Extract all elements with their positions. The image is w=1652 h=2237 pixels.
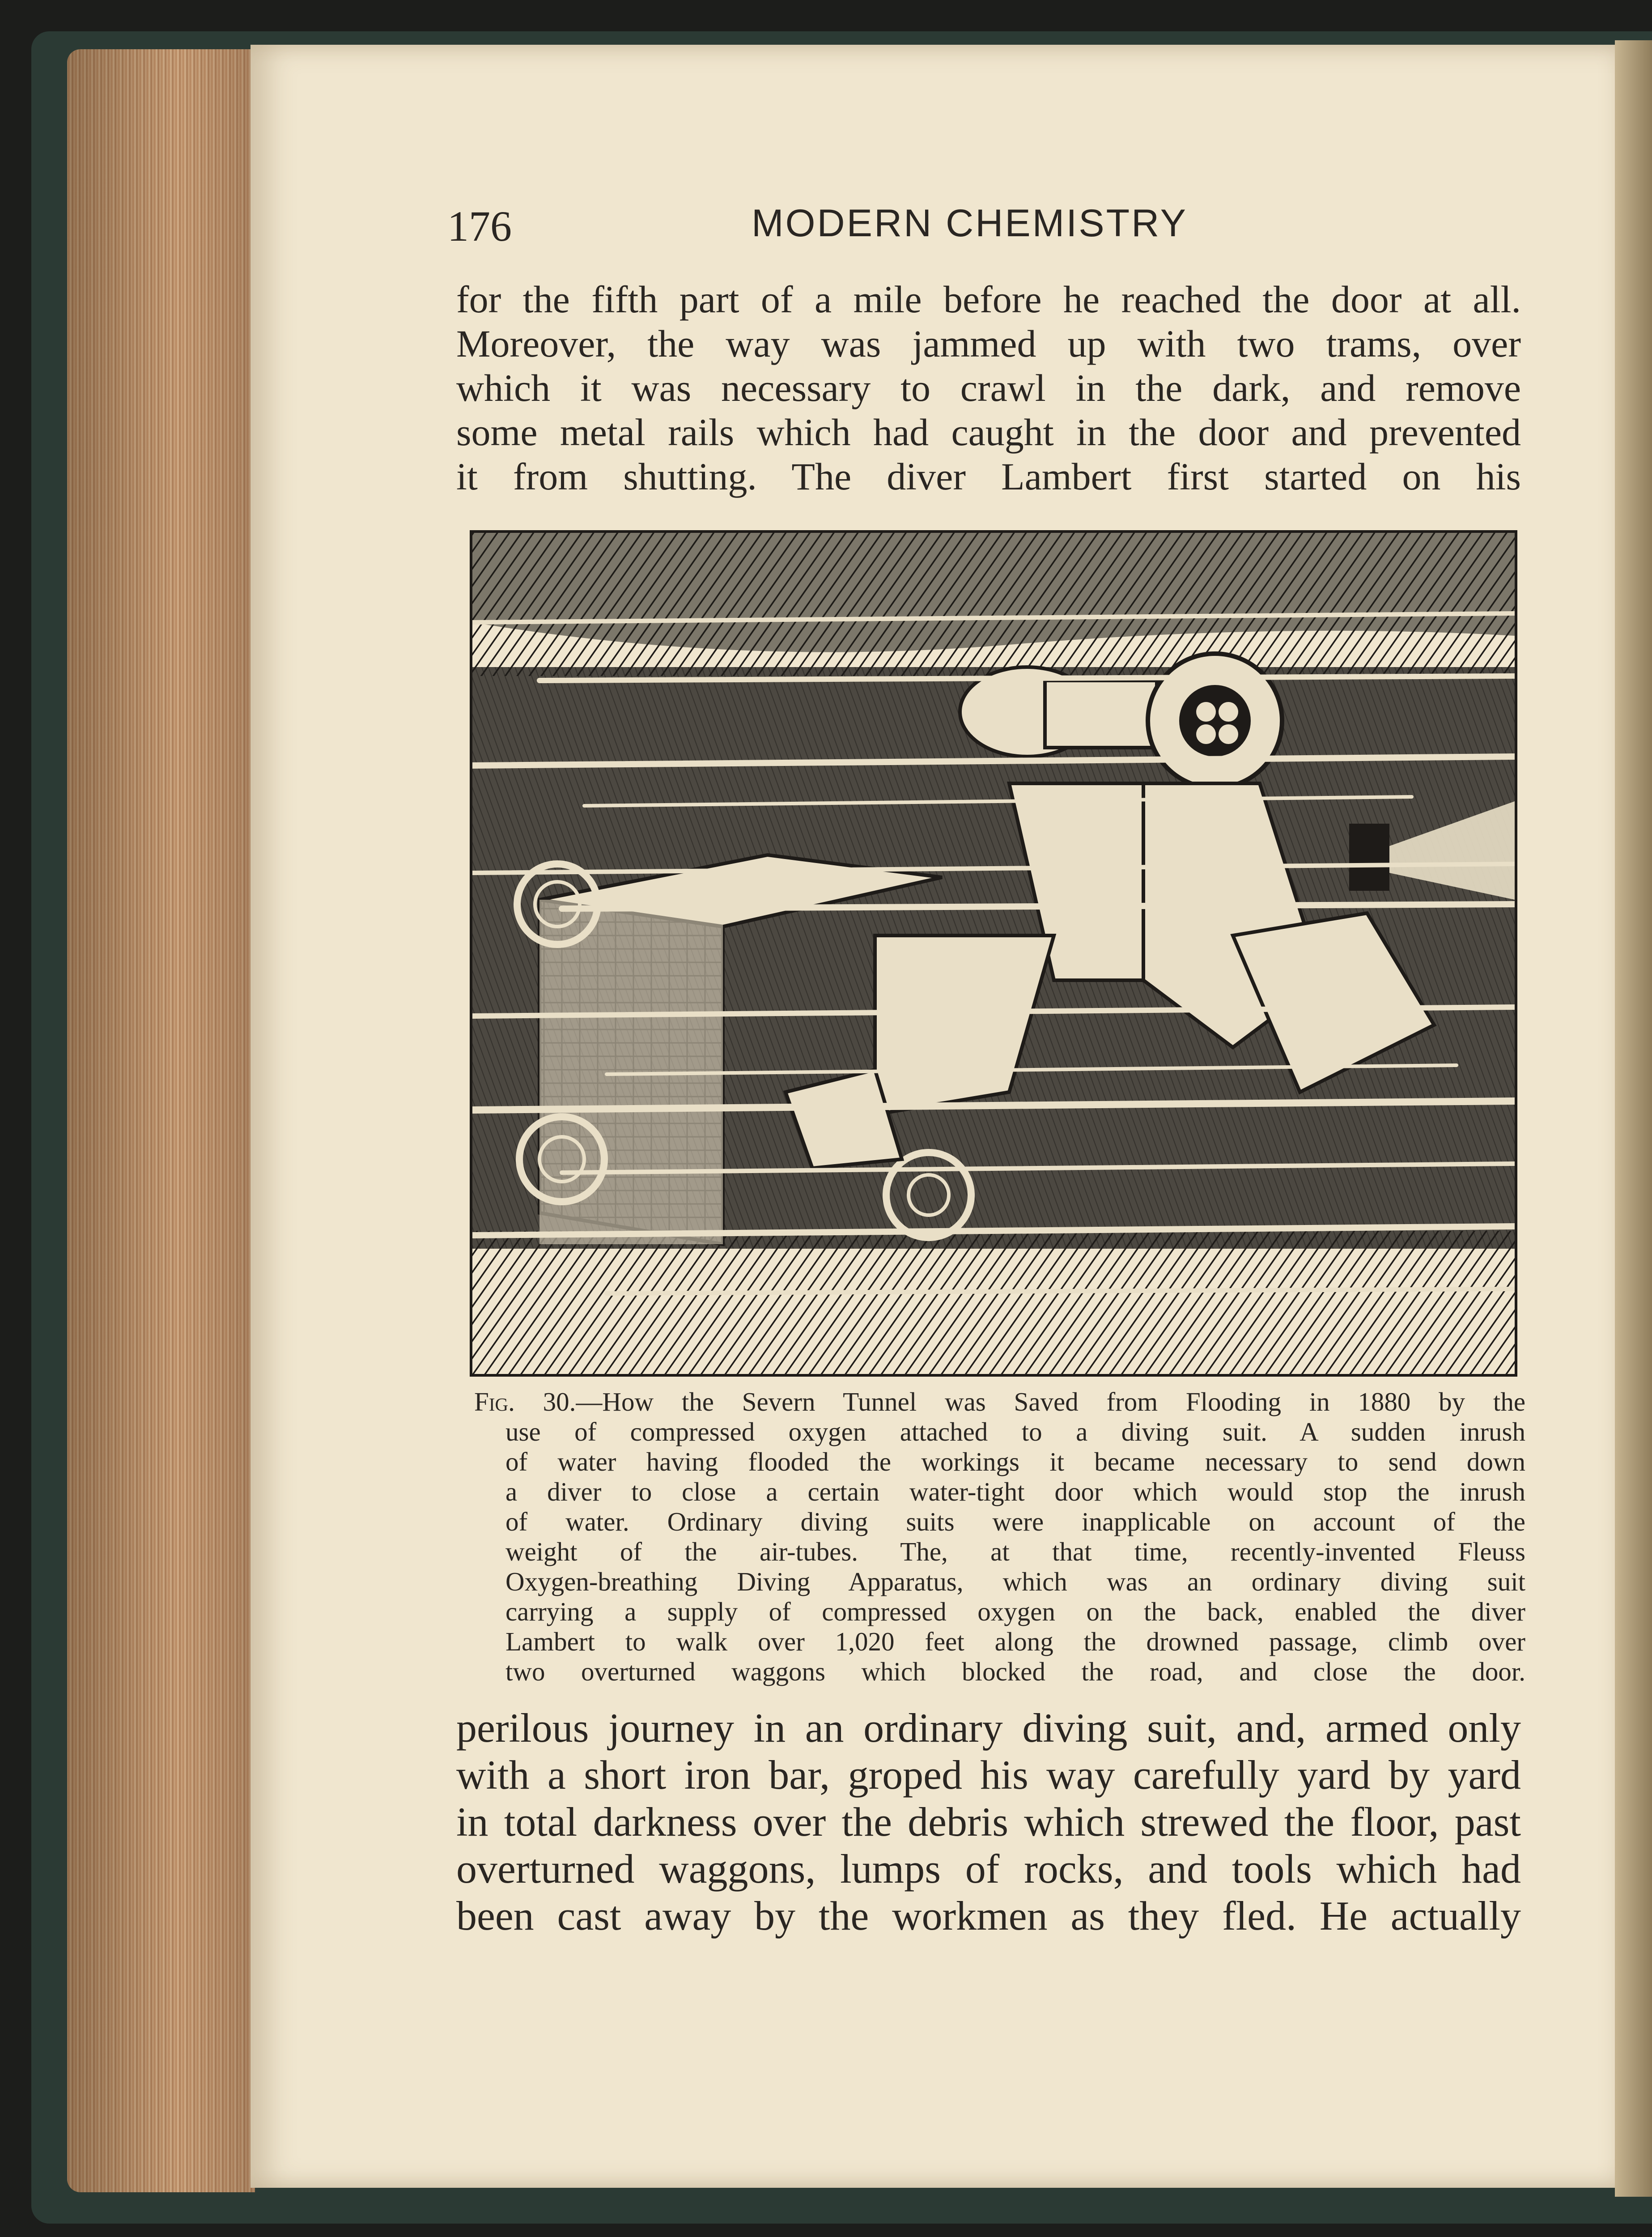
caption-line-text: —How the Severn Tunnel was Saved from Flooding in 1880 by the <box>576 1387 1525 1416</box>
page-number: 176 <box>447 202 512 250</box>
caption-line: weight of the air-tubes. The, at that time, recently-invented Fleuss <box>505 1537 1525 1566</box>
text-line: in total darkness over the debris which strewed the floor, past <box>456 1799 1521 1845</box>
page-edges-shade <box>67 49 255 2192</box>
caption-line: use of compressed oxygen attached to a diving suit. A sudden inrush <box>505 1417 1525 1446</box>
text-line: been cast away by the workmen as they fled. He actually <box>456 1893 1521 1939</box>
caption-line: a diver to close a certain water-tight door which would stop the inrush <box>505 1477 1525 1506</box>
diver-tunnel-illustration <box>472 533 1515 1374</box>
figure-label: Fig. 30. <box>474 1387 576 1416</box>
figure-caption <box>474 1387 1525 1687</box>
text-line: which it was necessary to crawl in the dark, and remove <box>456 366 1521 409</box>
caption-line <box>474 1387 1525 1417</box>
text-line: overturned waggons, lumps of rocks, and tools which had <box>456 1846 1521 1892</box>
caption-line: Oxygen-breathing Diving Apparatus, which was an ordinary diving suit <box>505 1567 1525 1596</box>
body-text-bottom <box>456 1705 1521 1939</box>
running-head <box>447 201 1521 264</box>
text-line: perilous journey in an ordinary diving suit, and, armed only <box>456 1705 1521 1751</box>
text-line: it from shutting. The diver Lambert first started on his <box>456 455 1521 498</box>
caption-line: Lambert to walk over 1,020 feet along the drowned passage, climb over <box>505 1627 1525 1656</box>
running-title: MODERN CHEMISTRY <box>752 202 1188 245</box>
caption-line: carrying a supply of compressed oxygen on the back, enabled the diver <box>505 1597 1525 1626</box>
body-text-top <box>456 277 1521 499</box>
text-line: for the fifth part of a mile before he reached the door at all. <box>456 278 1521 321</box>
figure-illustration <box>470 530 1517 1377</box>
text-line: with a short iron bar, groped his way carefully yard by yard <box>456 1752 1521 1798</box>
facing-page-edge <box>1615 40 1652 2197</box>
caption-line: of water. Ordinary diving suits were inapplicable on account of the <box>505 1507 1525 1536</box>
text-line: some metal rails which had caught in the door and prevented <box>456 411 1521 454</box>
caption-line: two overturned waggons which blocked the road, and close the door. <box>505 1657 1525 1686</box>
caption-line: of water having flooded the workings it became necessary to send down <box>505 1447 1525 1476</box>
text-line: Moreover, the way was jammed up with two trams, over <box>456 322 1521 365</box>
